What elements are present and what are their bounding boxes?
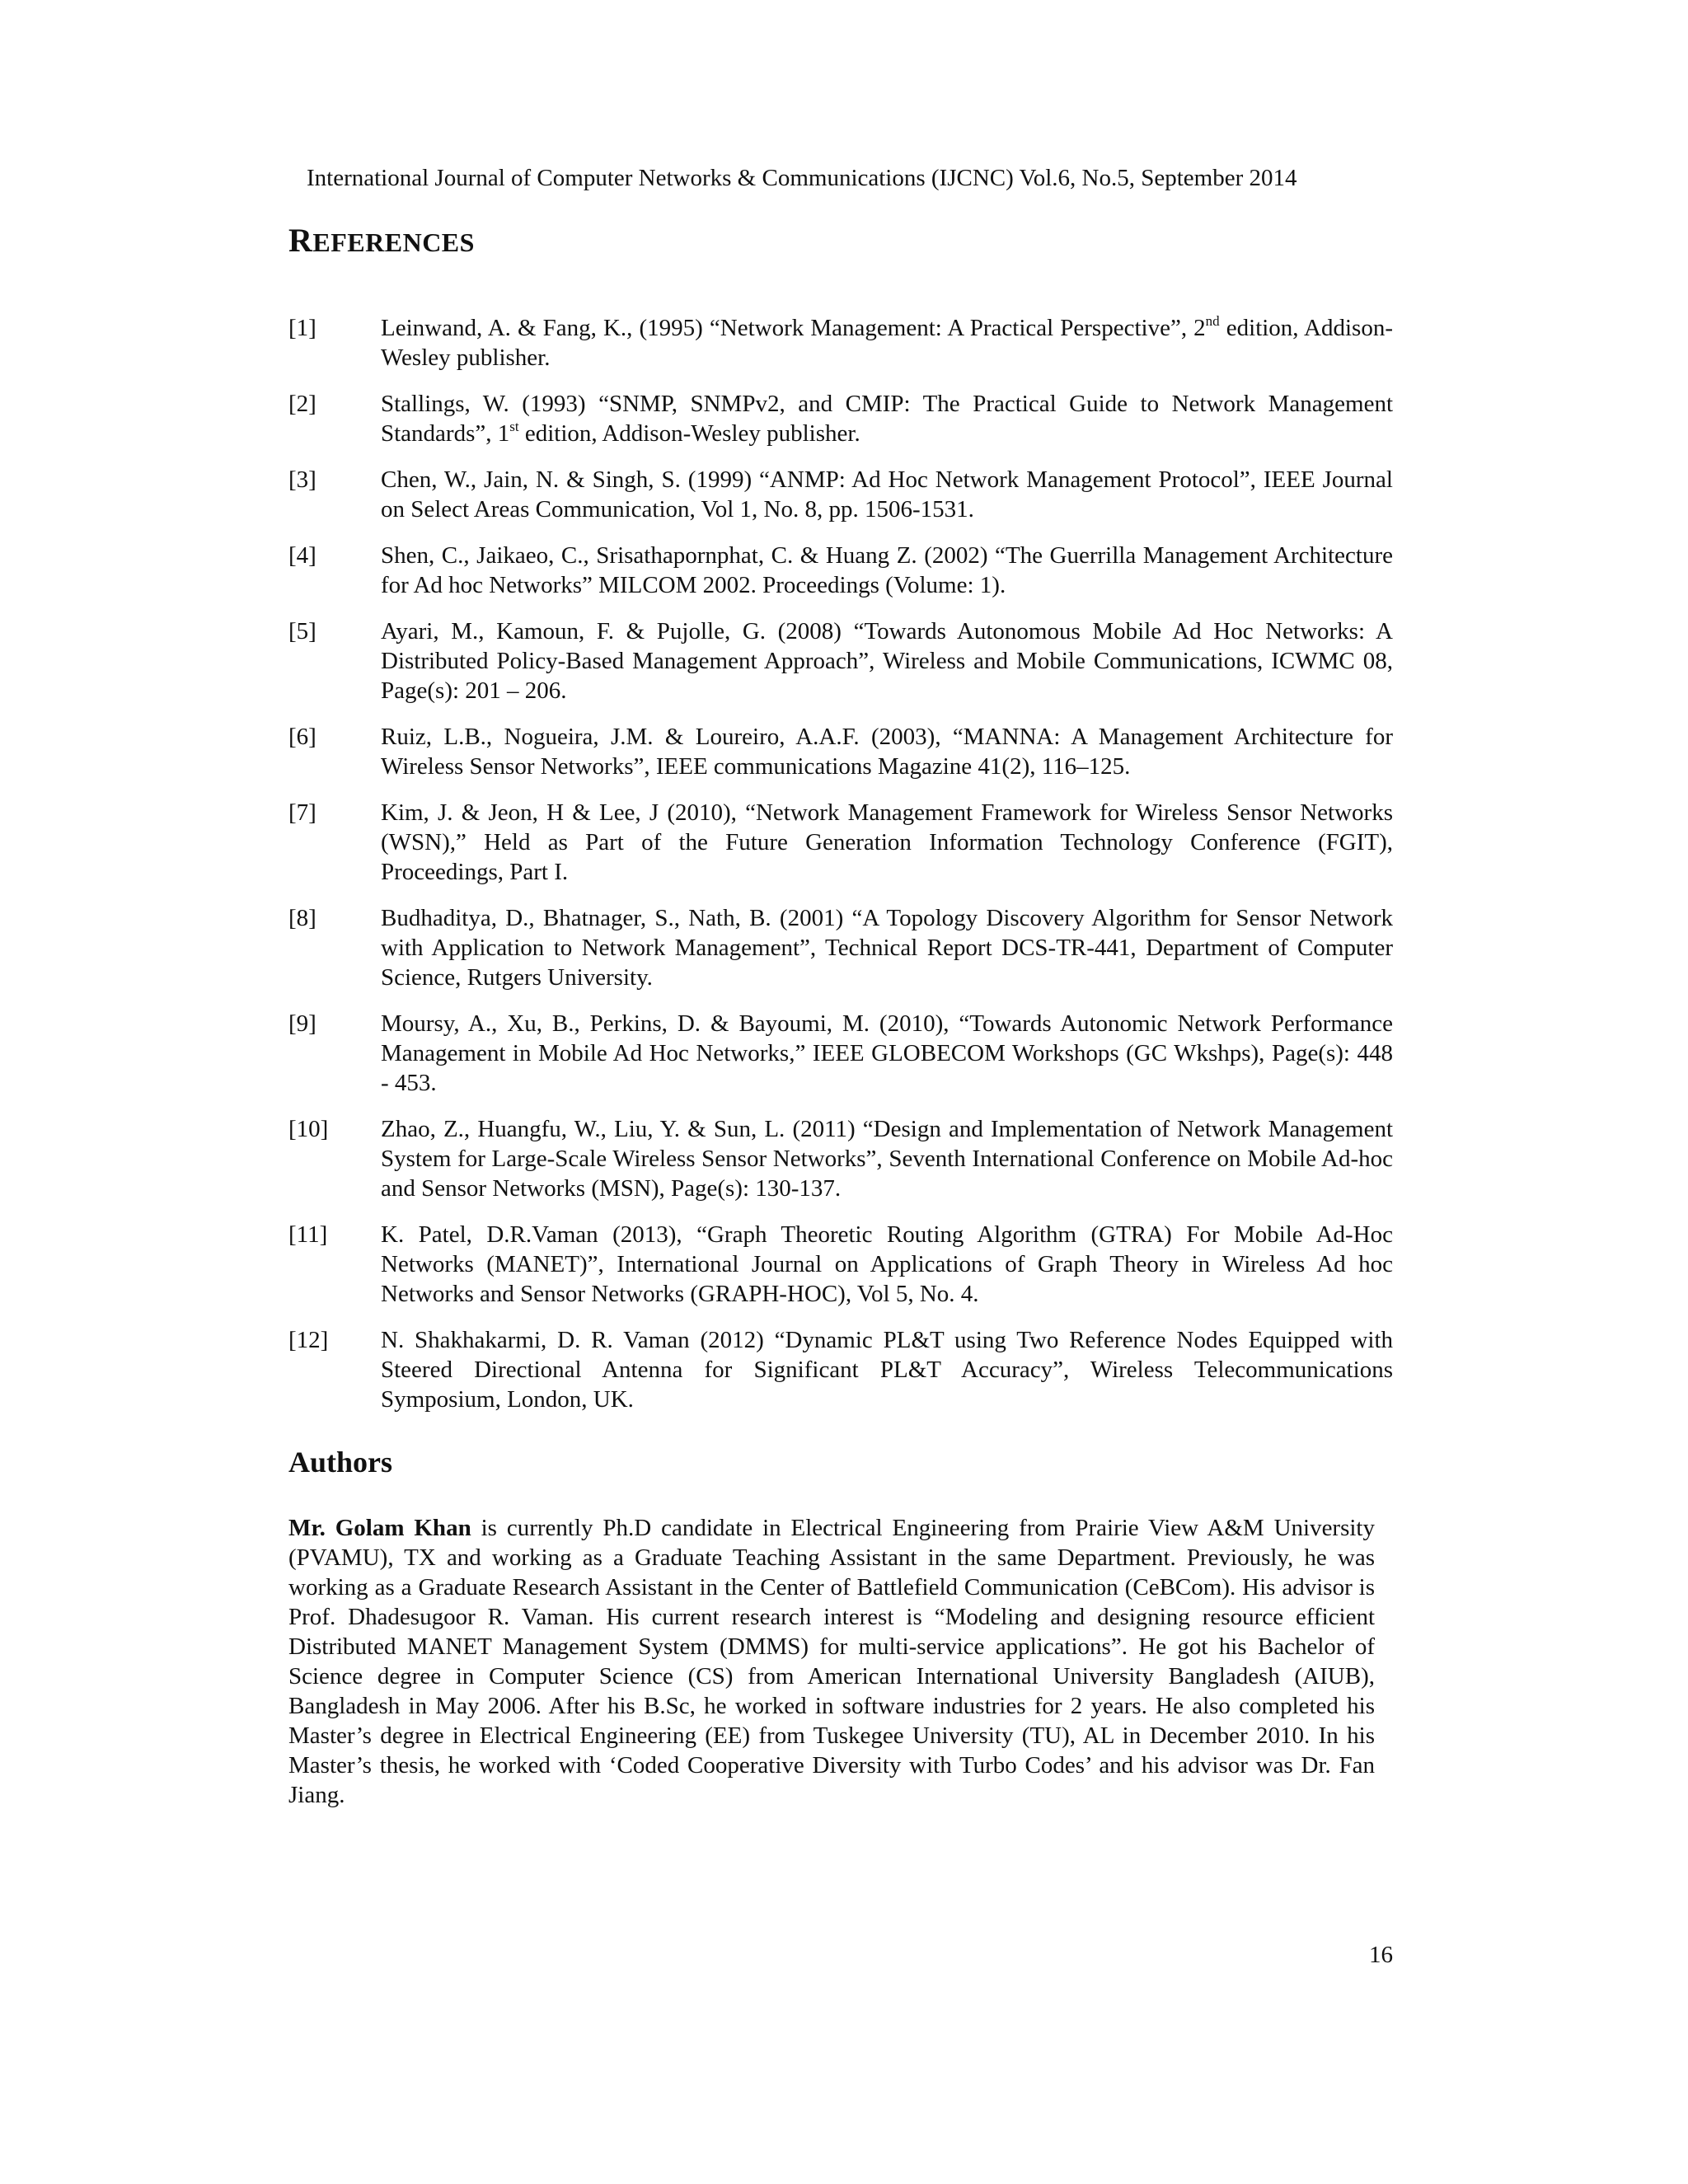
reference-list <box>288 313 1393 1414</box>
reference-text <box>381 541 1393 600</box>
reference-number: [6] <box>288 724 316 750</box>
reference-text-main: Zhao, Z., Huangfu, W., Liu, Y. & Sun, L. (2011) “Design and Implementation of Network Management System for Large-Scale Wireless Sensor Networks”, Seventh International Conference on Mobile Ad-hoc and Sensor Networks (MSN), Page(s): 130-137. <box>381 1116 1393 1202</box>
reference-number: [12] <box>288 1327 329 1353</box>
reference-text-continued: edition, Addison-Wesley publisher. <box>381 315 1393 371</box>
references-heading-rest: EFERENCES <box>312 227 475 257</box>
reference-text <box>381 389 1393 448</box>
reference-text-main: Leinwand, A. & Fang, K., (1995) “Network Management: A Practical Perspective”, 2 <box>381 315 1206 341</box>
reference-text-main: Budhaditya, D., Bhatnager, S., Nath, B. (2001) “A Topology Discovery Algorithm for Sensor Network with Application to Network Management”, Technical Report DCS-TR-441, Department of Computer Science, Rutgers University. <box>381 905 1393 991</box>
reference-number: [8] <box>288 905 316 931</box>
reference-number: [2] <box>288 391 316 417</box>
reference-item <box>288 541 1393 600</box>
reference-text <box>381 1114 1393 1203</box>
author-name: Mr. Golam Khan <box>288 1515 471 1541</box>
reference-text <box>381 722 1393 781</box>
reference-number: [5] <box>288 618 316 644</box>
reference-item <box>288 313 1393 373</box>
reference-item <box>288 1220 1393 1309</box>
reference-number: [4] <box>288 542 316 569</box>
reference-item <box>288 722 1393 781</box>
reference-text-main: Ruiz, L.B., Nogueira, J.M. & Loureiro, A.A.F. (2003), “MANNA: A Management Architecture for Wireless Sensor Networks”, IEEE communications Magazine 41(2), 116–125. <box>381 724 1393 780</box>
reference-number: [7] <box>288 799 316 826</box>
page-number: 16 <box>1369 1942 1393 1968</box>
reference-item <box>288 903 1393 992</box>
reference-text-main: Chen, W., Jain, N. & Singh, S. (1999) “ANMP: Ad Hoc Network Management Protocol”, IEEE Journal on Select Areas Communication, Vol 1, No. 8, pp. 1506-1531. <box>381 466 1393 523</box>
reference-item <box>288 798 1393 887</box>
reference-number: [10] <box>288 1116 329 1142</box>
reference-text <box>381 798 1393 887</box>
references-heading-initial: R <box>288 222 313 259</box>
reference-text-main: Shen, C., Jaikaeo, C., Srisathapornphat, C. & Huang Z. (2002) “The Guerrilla Management Architecture for Ad hoc Networks” MILCOM 2002. Proceedings (Volume: 1). <box>381 542 1393 598</box>
ordinal-superscript: nd <box>1205 313 1220 329</box>
authors-heading: Authors <box>288 1446 393 1479</box>
running-header: International Journal of Computer Networks & Communications (IJCNC) Vol.6, No.5, September 2014 <box>307 165 1297 191</box>
reference-text-main: Moursy, A., Xu, B., Perkins, D. & Bayoumi, M. (2010), “Towards Autonomic Network Performance Management in Mobile Ad Hoc Networks,” IEEE GLOBECOM Workshops (GC Wkshps), Page(s): 448 - 453. <box>381 1010 1393 1096</box>
reference-text <box>381 1325 1393 1414</box>
reference-text-main: Stallings, W. (1993) “SNMP, SNMPv2, and CMIP: The Practical Guide to Network Management Standards”, 1 <box>381 391 1393 447</box>
reference-text-main: N. Shakhakarmi, D. R. Vaman (2012) “Dynamic PL&T using Two Reference Nodes Equipped with Steered Directional Antenna for Significant PL&T Accuracy”, Wireless Telecommunications Symposium, London, UK. <box>381 1327 1393 1413</box>
reference-text <box>381 903 1393 992</box>
author-bio <box>288 1513 1375 1810</box>
reference-text-main: Kim, J. & Jeon, H & Lee, J (2010), “Network Management Framework for Wireless Sensor Networks (WSN),” Held as Part of the Future Generation Information Technology Conference (FGIT), Proceedings, Part I. <box>381 799 1393 885</box>
reference-item <box>288 389 1393 448</box>
reference-item <box>288 1009 1393 1098</box>
references-heading <box>288 224 475 259</box>
reference-number: [11] <box>288 1221 328 1248</box>
ordinal-superscript: st <box>509 419 519 434</box>
reference-number: [3] <box>288 466 316 493</box>
reference-text <box>381 313 1393 373</box>
reference-number: [1] <box>288 315 316 341</box>
reference-text <box>381 465 1393 524</box>
reference-number: [9] <box>288 1010 316 1037</box>
reference-text-continued: edition, Addison-Wesley publisher. <box>518 420 860 447</box>
reference-item <box>288 1114 1393 1203</box>
reference-item <box>288 465 1393 524</box>
reference-item <box>288 616 1393 705</box>
reference-text-main: Ayari, M., Kamoun, F. & Pujolle, G. (2008) “Towards Autonomous Mobile Ad Hoc Networks: A Distributed Policy-Based Management Approach”, Wireless and Mobile Communications, ICWMC 08, Page(s): 201 – 206. <box>381 618 1393 704</box>
reference-item <box>288 1325 1393 1414</box>
author-bio-text: is currently Ph.D candidate in Electrical Engineering from Prairie View A&M University (PVAMU), TX and working as a Graduate Teaching Assistant in the same Department. Previously, he was working as a Graduate Research Assistant in the Center of Battlefield Communication (CeBCom). His advisor is Prof. Dhadesugoor R. Vaman. His current research interest is “Modeling and designing resource efficient Distributed MANET Management System (DMMS) for multi-service applications”. He got his Bachelor of Science degree in Computer Science (CS) from American International University Bangladesh (AIUB), Bangladesh in May 2006. After his B.Sc, he worked in software industries for 2 years. He also completed his Master’s degree in Electrical Engineering (EE) from Tuskegee University (TU), AL in December 2010. In his Master’s thesis, he worked with ‘Coded Cooperative Diversity with Turbo Codes’ and his advisor was Dr. Fan Jiang. <box>288 1515 1375 1808</box>
reference-text <box>381 1009 1393 1098</box>
reference-text <box>381 616 1393 705</box>
reference-text <box>381 1220 1393 1309</box>
reference-text-main: K. Patel, D.R.Vaman (2013), “Graph Theoretic Routing Algorithm (GTRA) For Mobile Ad-Hoc Networks (MANET)”, International Journal on Applications of Graph Theory in Wireless Ad hoc Networks and Sensor Networks (GRAPH-HOC), Vol 5, No. 4. <box>381 1221 1393 1307</box>
